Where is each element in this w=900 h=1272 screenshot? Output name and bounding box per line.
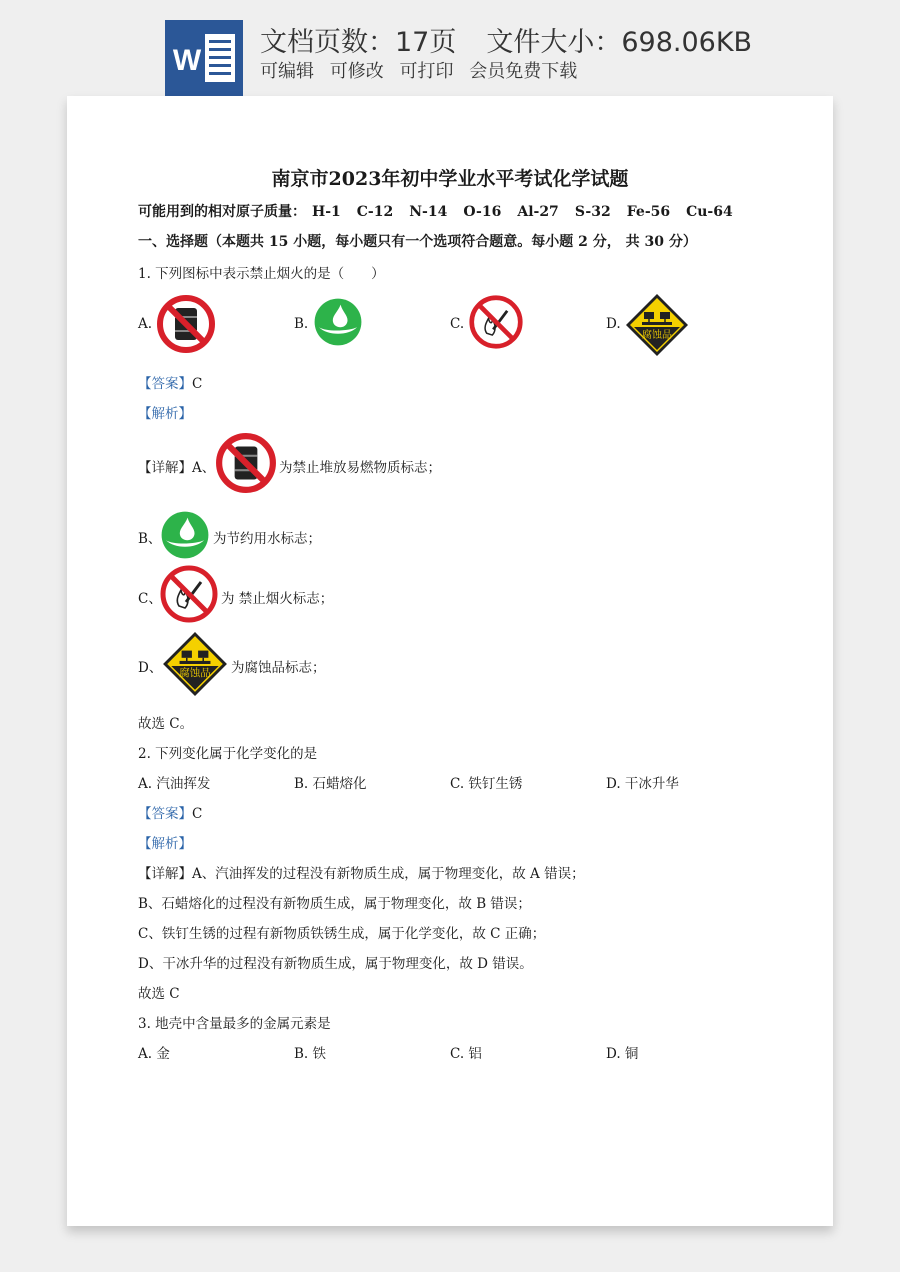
question-1-detail-d: D、	[138, 660, 163, 676]
atomic-mass-line	[138, 201, 749, 221]
question-2-answer	[138, 802, 202, 822]
document-stats	[260, 20, 752, 59]
corrosive-label: 腐蚀品	[179, 667, 211, 679]
question-2-detail-a	[138, 862, 585, 882]
option-d: D. 铜	[606, 1046, 639, 1062]
no-flammables-icon	[215, 432, 277, 494]
question-3-options	[138, 1042, 758, 1062]
mass-item: S-32	[574, 204, 611, 220]
question-1-answer	[138, 372, 202, 392]
question-1-stem: 1. 下列图标中表示禁止烟火的是（ ）	[138, 266, 385, 282]
question-1-options	[138, 294, 758, 354]
option-a: A. 金	[138, 1046, 170, 1062]
question-1-detail-c: C、	[138, 591, 162, 607]
corrosive-sign	[161, 630, 229, 698]
feature-modifiable: 可修改	[329, 61, 384, 82]
detail-prefix: A、	[192, 460, 216, 476]
option-c: C. 铝	[450, 1046, 482, 1062]
feature-printable: 可打印	[399, 61, 454, 82]
mass-item: N-14	[409, 204, 448, 220]
question-2-stem: 2. 下列变化属于化学变化的是	[138, 746, 318, 762]
feature-editable: 可编辑	[260, 61, 314, 82]
question-2-detail-b: B、石蜡熔化的过程没有新物质生成，属于物理变化，故 B 错误；	[138, 896, 531, 912]
section-heading: 一、选择题（本题共 15 小题，每小题只有一个选项符合题意。每小题 2 分， 共 30 分）	[138, 234, 697, 250]
question-1-detail-a	[138, 456, 215, 476]
option-a-label: A.	[138, 316, 153, 332]
corrosive-icon	[624, 292, 690, 358]
document-info-header	[0, 0, 900, 96]
mass-item: Fe-56	[626, 204, 671, 220]
option-d: D. 干冰升华	[606, 776, 679, 792]
option-c-label: C.	[450, 316, 465, 332]
option-d-label: D.	[606, 316, 621, 332]
detail-tag: 【详解】	[138, 866, 192, 882]
corrosive-sign	[624, 292, 690, 358]
water-saving-icon	[159, 509, 211, 561]
page-title: 南京市2023年初中学业水平考试化学试题	[271, 168, 629, 190]
mass-item: O-16	[463, 204, 502, 220]
answer-value: C	[192, 806, 203, 822]
option-b-label: B.	[294, 316, 309, 332]
mass-item: Cu-64	[686, 204, 733, 220]
mass-item: C-12	[356, 204, 394, 220]
no-fire-icon	[468, 294, 524, 350]
no-flammables-icon	[156, 294, 216, 354]
option-c: C. 铁钉生锈	[450, 776, 523, 792]
feature-list	[260, 57, 587, 83]
option-a: A. 汽油挥发	[138, 776, 211, 792]
question-1-analysis-tag: 【解析】	[138, 406, 192, 422]
question-2-detail-c: C、铁钉生锈的过程有新物质铁锈生成，属于化学变化，故 C 正确；	[138, 926, 546, 942]
question-1-detail-b: B、	[138, 531, 162, 547]
file-size: 文件大小：698.06KB	[486, 27, 753, 58]
document-page	[67, 96, 833, 1226]
water-saving-icon	[312, 296, 364, 348]
question-2-analysis-tag: 【解析】	[138, 836, 192, 852]
detail-a-text: 为禁止堆放易燃物质标志；	[279, 460, 441, 476]
word-icon	[165, 20, 243, 96]
question-2-options	[138, 772, 758, 792]
page-count: 文档页数：17页	[260, 27, 457, 58]
corrosive-label: 腐蚀品	[642, 330, 672, 341]
question-1-conclusion: 故选 C。	[138, 716, 194, 732]
question-3-stem: 3. 地壳中含量最多的金属元素是	[138, 1016, 331, 1032]
question-2-detail-d: D、干冰升华的过程没有新物质生成，属于物理变化，故 D 错误。	[138, 956, 533, 972]
detail-text: A、汽油挥发的过程没有新物质生成，属于物理变化，故 A 错误；	[192, 866, 585, 882]
answer-value: C	[192, 376, 203, 392]
detail-tag: 【详解】	[138, 460, 192, 476]
svg-text:W: W	[172, 44, 202, 77]
mass-item: H-1	[312, 204, 341, 220]
option-b: B. 铁	[294, 1046, 327, 1062]
feature-member-download: 会员免费下载	[469, 61, 578, 82]
answer-tag: 【答案】	[138, 376, 192, 392]
question-2-conclusion: 故选 C	[138, 986, 180, 1002]
detail-b-text: 为节约用水标志；	[213, 531, 321, 547]
mass-item: Al-27	[517, 204, 559, 220]
no-fire-icon	[159, 564, 219, 624]
corrosive-icon	[161, 630, 229, 698]
option-b: B. 石蜡熔化	[294, 776, 367, 792]
detail-c-text: 为 禁止烟火标志；	[221, 591, 334, 607]
answer-tag: 【答案】	[138, 806, 192, 822]
detail-d-text: 为腐蚀品标志；	[231, 660, 326, 676]
atomic-mass-label: 可能用到的相对原子质量：	[138, 204, 306, 220]
